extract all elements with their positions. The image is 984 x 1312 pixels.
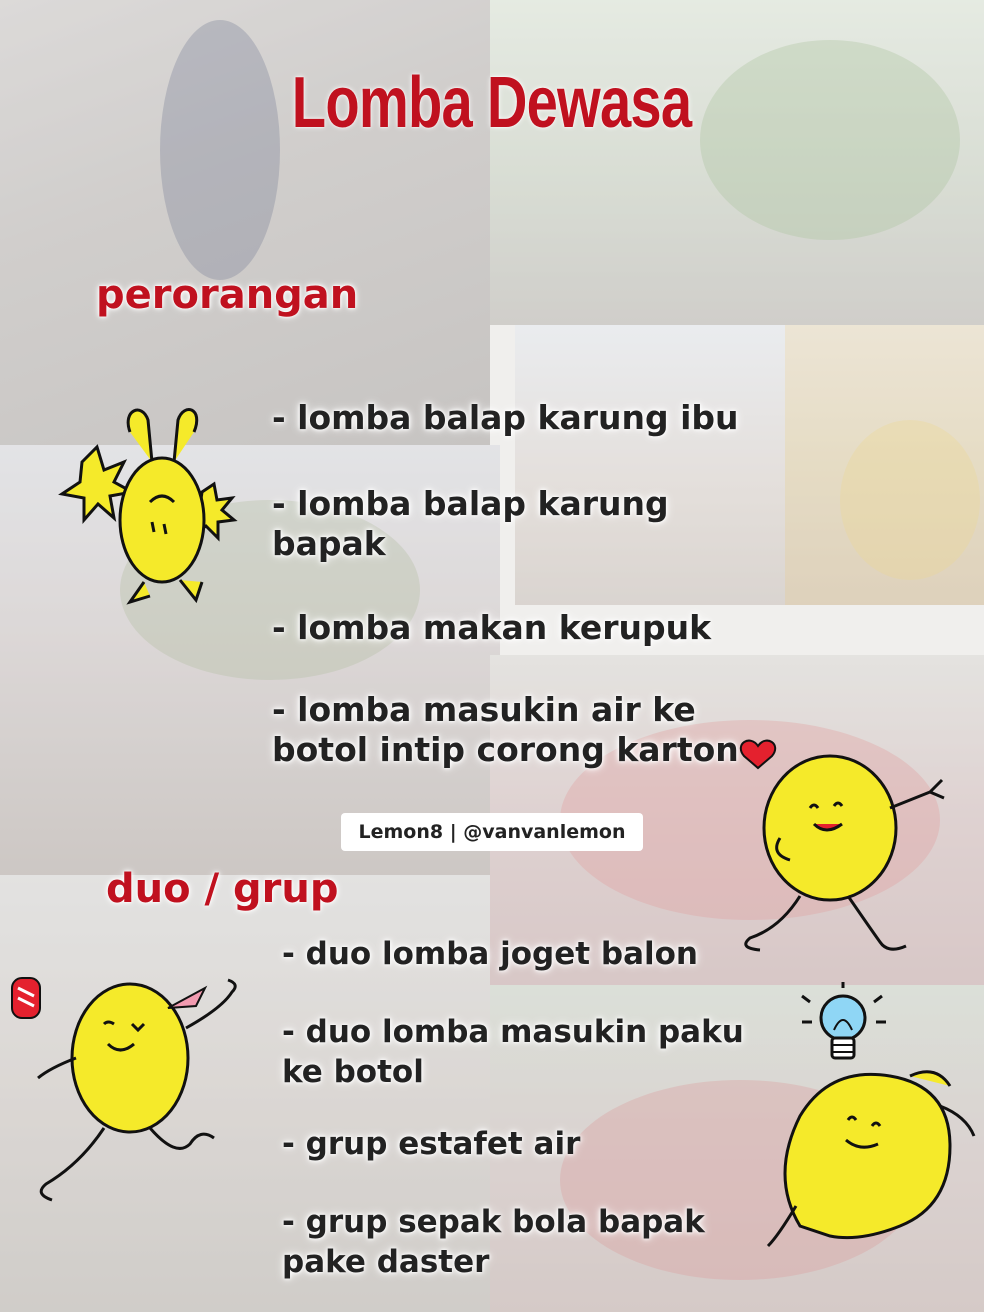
lemon-stretch-icon xyxy=(760,1056,984,1252)
page-title: Lomba Dewasa xyxy=(291,63,692,143)
list-item: - lomba makan kerupuk xyxy=(272,608,712,647)
list-item: - lomba masukin air ke botol intip corong karton xyxy=(272,690,739,769)
section-heading-individual: perorangan xyxy=(96,272,359,318)
list-item: - lomba balap karung bapak xyxy=(272,484,669,563)
list-item: - duo lomba masukin paku ke botol xyxy=(282,1014,744,1090)
lightbulb-icon xyxy=(800,982,890,1066)
lemon-heart-icon xyxy=(730,728,960,968)
watermark-label: Lemon8 | @vanvanlemon xyxy=(341,813,643,851)
list-item: - lomba balap karung ibu xyxy=(272,398,739,437)
list-item: - grup sepak bola bapak pake daster xyxy=(282,1204,705,1280)
section-heading-group: duo / grup xyxy=(106,866,339,912)
list-item: - duo lomba joget balon xyxy=(282,936,698,972)
list-item: - grup estafet air xyxy=(282,1126,581,1162)
lemon-upside-down-icon xyxy=(52,392,252,612)
lemon-wink-icon xyxy=(0,968,260,1218)
